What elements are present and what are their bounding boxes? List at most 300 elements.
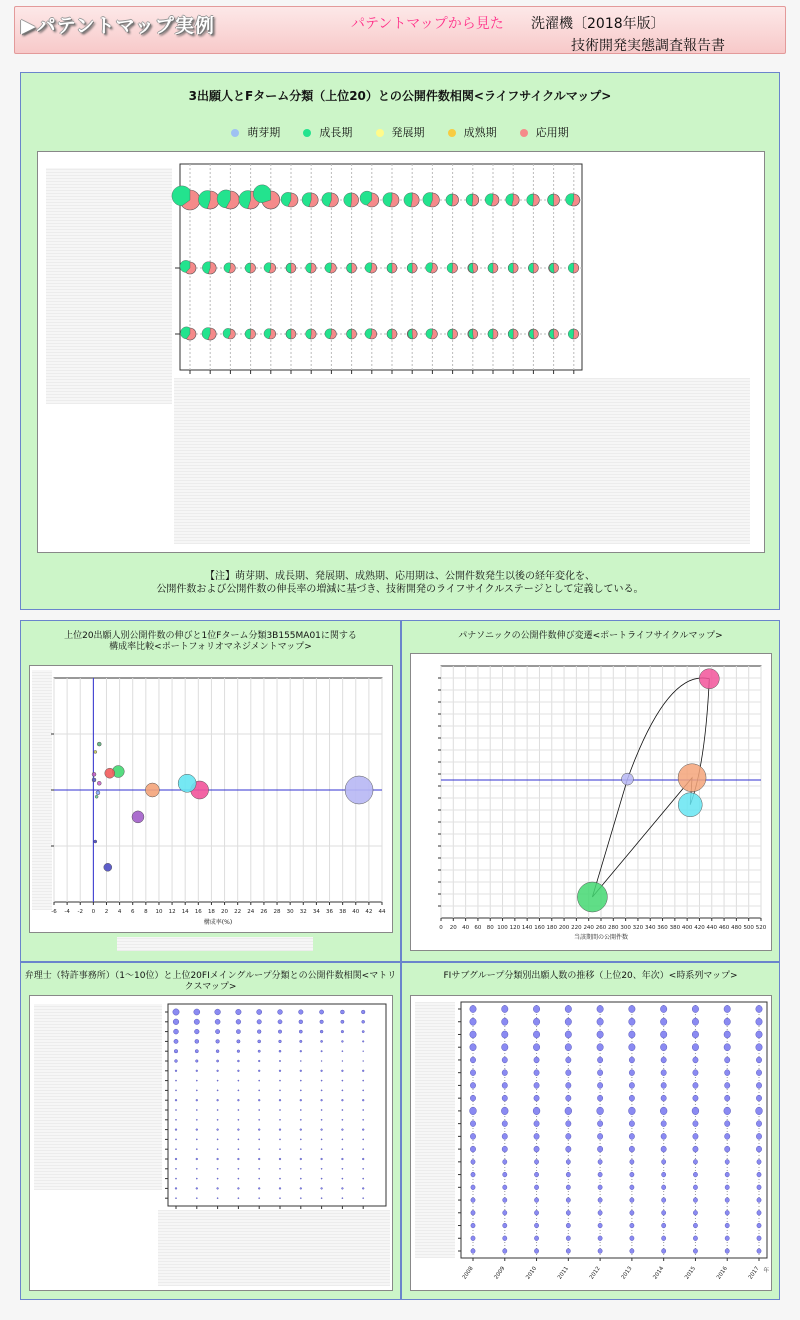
timeseries-bubble [756,1146,761,1152]
timeseries-bubble [757,1172,761,1177]
timeseries-bubble [503,1198,507,1203]
timeseries-bubble [757,1198,761,1203]
timeseries-bubble [725,1121,730,1127]
matrix-bubble [279,1109,280,1110]
x-tick-label: 14 [181,909,189,915]
matrix-bubble [217,1149,218,1150]
timeseries-bubble [757,1236,761,1241]
matrix-bubble [300,1060,301,1061]
x-tick-label: 2014 [652,1265,666,1281]
timeseries-bubble [471,1223,475,1228]
timeseries-bubble [533,1031,539,1038]
timeseries-bubble [725,1185,729,1190]
matrix-bubble [196,1188,198,1190]
timeseries-bubble [534,1249,538,1254]
timeseries-bubble [566,1121,571,1127]
matrix-bubble [236,1009,242,1015]
matrix-bubble [362,1041,364,1043]
matrix-bubble [300,1050,302,1052]
matrix-bubble [175,1129,177,1131]
matrix-bubble [279,1080,280,1081]
timeseries-bubble [471,1236,475,1241]
matrix-bubble [279,1040,282,1043]
timeseries-bubble [693,1146,698,1152]
matrix-bubble [321,1050,323,1052]
timeseries-bubble [566,1133,571,1139]
matrix-bubble [363,1051,364,1052]
timeseries-bubble [661,1133,666,1139]
timeseries-bubble [692,1107,699,1115]
matrix-bubble [300,1188,302,1190]
matrix-bubble [258,1060,260,1062]
matrix-bubble [174,1049,178,1053]
legend-item-apply [520,124,569,140]
panasonic-map-svg [411,654,773,952]
matrix-bubble [217,1158,219,1160]
legend-label-sprout: 萌芽期 [247,126,281,139]
x-tick-label: 380 [669,925,681,931]
x-tick-label: 2012 [588,1265,602,1281]
matrix-bubble [299,1020,303,1024]
panasonic-bubble [577,882,607,912]
timeseries-bubble [693,1095,698,1101]
timeseries-bubble [566,1223,570,1228]
timeseries-bubble [725,1198,729,1203]
timeseries-bubble [470,1133,475,1139]
matrix-bubble [196,1198,197,1199]
matrix-bubble [175,1080,176,1081]
matrix-bubble [279,1090,280,1091]
matrix-bubble [258,1099,260,1101]
x-tick-label: 20 [221,909,229,915]
matrix-bubble [238,1109,239,1110]
matrix-bubble [300,1168,301,1169]
timeseries-bubble [534,1236,538,1241]
timeseries-bubble [470,1070,475,1076]
timeseries-bubble [693,1249,697,1254]
matrix-bubble [217,1080,218,1081]
timeseries-bubble [597,1095,602,1101]
timeseries-bubble [597,1121,602,1127]
timeseries-bubble [756,1133,761,1139]
matrix-bubble [259,1109,260,1110]
matrix-bubble [321,1090,322,1091]
x-tick-label: 18 [207,909,215,915]
matrix-bubble [342,1109,343,1110]
portfolio-bubble [345,776,373,804]
timeseries-bubble [757,1210,761,1215]
timeseries-plot-frame [410,995,772,1291]
timeseries-bubble [534,1172,538,1177]
matrix-bubble [342,1061,343,1062]
timeseries-bubble [597,1070,602,1076]
matrix-bubble [342,1099,344,1101]
lifecycle-map-svg [38,152,766,554]
matrix-bubble [363,1198,364,1199]
portfolio-title-line1: 上位20出願人別公開件数の伸びと1位Fターム分類3B155MA01に関する [64,631,357,641]
matrix-bubble [175,1178,176,1179]
matrix-bubble [300,1158,302,1160]
timeseries-bubble [534,1082,539,1088]
header-banner [14,6,786,54]
matrix-bubble [279,1119,280,1120]
matrix-bubble [195,1050,198,1053]
matrix-bubble [363,1139,364,1140]
timeseries-bubble [756,1121,761,1127]
x-tick-label: 16 [194,909,202,915]
timeseries-bubble [630,1210,634,1215]
timeseries-bubble [660,1018,666,1025]
timeseries-bubble [661,1095,666,1101]
timeseries-bubble [629,1095,634,1101]
x-tick-label: 120 [509,925,521,931]
timeseries-bubble [470,1044,476,1051]
matrix-bubble [342,1051,343,1052]
x-axis-label: 構成率(%) [203,919,233,926]
x-tick-label: 8 [144,909,148,915]
matrix-bubble [174,1029,179,1034]
matrix-bubble [258,1040,261,1043]
matrix-bubble [216,1050,219,1053]
x-tick-label: 22 [234,909,242,915]
matrix-bubble [236,1030,240,1034]
x-tick-label: 2009 [493,1265,507,1281]
x-tick-label: 2010 [525,1265,539,1281]
timeseries-bubble [533,1005,539,1012]
matrix-bubble [238,1158,240,1160]
matrix-bubble [175,1090,176,1091]
timeseries-bubble [534,1070,539,1076]
matrix-bubble [278,1030,282,1034]
matrix-bubble [321,1061,322,1062]
timeseries-bubble [470,1095,475,1101]
x-tick-label: 460 [718,925,730,931]
timeseries-bubble [756,1018,762,1025]
matrix-bubble [196,1149,197,1150]
x-tick-label: 36 [326,909,334,915]
matrix-bubble [279,1070,281,1072]
matrix-bubble [321,1040,323,1042]
timeseries-map-panel [401,962,780,1300]
header-subtitle: パテントマップから見た [351,16,504,32]
matrix-bubble [236,1019,241,1024]
portfolio-plot-frame [29,665,393,933]
timeseries-bubble [534,1057,539,1063]
matrix-bubble [196,1139,197,1140]
x-tick-label: 440 [706,925,718,931]
report-title-line1: 洗濯機〔2018年版〕 [531,16,665,32]
matrix-bubble [196,1080,197,1081]
matrix-bubble [300,1090,301,1091]
timeseries-bubble [756,1095,761,1101]
x-tick-label: 30 [286,909,294,915]
lifecycle-note-line2: 公開件数および公開件数の伸長率の増減に基づき、技術開発のライフサイクルステージとして定義している。 [156,584,644,595]
lifecycle-legend [21,121,779,140]
timeseries-bubble [597,1133,602,1139]
matrix-bubble [173,1019,179,1025]
timeseries-bubble [693,1159,697,1164]
timeseries-bubble [470,1082,475,1088]
timeseries-bubble [725,1159,729,1164]
timeseries-bubble [597,1018,603,1025]
matrix-bubble [321,1158,323,1160]
legend-dot-apply [520,129,528,137]
timeseries-bubble [660,1044,666,1051]
matrix-bubble [238,1149,239,1150]
matrix-bubble [196,1178,197,1179]
timeseries-bubble [693,1223,697,1228]
report-title-line2: 技術開発実態調査報告書 [571,38,725,54]
timeseries-bubble [503,1172,507,1177]
x-tick-label: 500 [743,925,754,931]
matrix-bubble [320,1020,324,1024]
timeseries-bubble [725,1146,730,1152]
matrix-bubble [175,1109,176,1110]
matrix-bubble [217,1109,218,1110]
matrix-bubble [278,1010,283,1015]
timeseries-bubble [502,1095,507,1101]
matrix-bubble [194,1009,200,1015]
matrix-bubble [342,1178,343,1179]
panasonic-bubble [621,773,633,785]
timeseries-bubble [630,1172,634,1177]
matrix-bubble [300,1198,301,1199]
matrix-bubble [175,1139,176,1140]
timeseries-bubble [565,1018,571,1025]
timeseries-bubble [502,1082,507,1088]
panasonic-bubble [678,764,706,792]
timeseries-bubble [502,1044,508,1051]
matrix-bubble [342,1139,343,1140]
timeseries-bubble [660,1031,666,1038]
timeseries-bubble [501,1107,508,1115]
matrix-bubble [217,1099,219,1101]
timeseries-bubble [598,1185,602,1190]
matrix-bubble [362,1070,364,1072]
timeseries-bubble [629,1070,634,1076]
legend-dot-develop [376,129,384,137]
x-tick-label: 180 [546,925,558,931]
timeseries-title: FIサブグループ分類別出願人数の推移（上位20、年次）<時系列マップ> [443,971,738,981]
matrix-bubble [175,1158,177,1160]
matrix-bubble [363,1168,364,1169]
x-tick-label: 28 [273,909,281,915]
portfolio-map-panel [20,620,401,962]
plot-area [461,1002,767,1258]
timeseries-bubble [756,1107,763,1115]
matrix-bubble [217,1139,218,1140]
timeseries-bubble [756,1057,761,1063]
matrix-bubble [321,1139,322,1140]
matrix-bubble [194,1029,199,1034]
x-tick-label: 260 [595,925,607,931]
matrix-bubble [341,1030,344,1033]
timeseries-bubble [661,1070,666,1076]
timeseries-bubble [597,1057,602,1063]
matrix-bubble [279,1158,281,1160]
matrix-bubble [278,1020,282,1024]
timeseries-bubble [566,1057,571,1063]
legend-label-apply: 応用期 [535,126,569,139]
matrix-bubble [259,1198,260,1199]
timeseries-bubble [725,1070,730,1076]
legend-dot-mature [448,129,456,137]
x-tick-label: 300 [620,925,631,931]
timeseries-bubble [471,1159,475,1164]
matrix-bubble [342,1198,343,1199]
timeseries-bubble [566,1082,571,1088]
matrix-bubble [257,1020,262,1025]
timeseries-bubble [693,1236,697,1241]
x-tick-label: 220 [571,925,582,931]
portfolio-bubble [105,768,115,778]
timeseries-bubble [630,1185,634,1190]
timeseries-bubble [662,1198,666,1203]
matrix-bubble [342,1149,343,1150]
matrix-bubble [279,1198,280,1199]
x-tick-label: 280 [608,925,619,931]
matrix-bubble [341,1020,344,1023]
matrix-bubble [341,1040,343,1042]
timeseries-bubble [502,1146,507,1152]
matrix-bubble [258,1129,260,1131]
legend-label-develop: 発展期 [391,126,425,139]
matrix-bubble [215,1019,220,1024]
timeseries-bubble [725,1082,730,1088]
matrix-bubble [196,1109,197,1110]
matrix-bubble [238,1099,240,1101]
attorney-matrix-svg [30,996,394,1292]
timeseries-bubble [629,1044,635,1051]
timeseries-bubble [630,1236,634,1241]
x-tick-label: 340 [644,925,656,931]
timeseries-bubble [756,1031,762,1038]
x-tick-label: 320 [632,925,644,931]
timeseries-bubble [630,1159,634,1164]
timeseries-bubble [533,1107,540,1115]
timeseries-bubble [692,1005,698,1012]
timeseries-bubble [724,1031,730,1038]
x-tick-label: 200 [558,925,570,931]
matrix-bubble [300,1149,301,1150]
matrix-bubble [279,1050,281,1052]
matrix-bubble [175,1099,177,1101]
timeseries-bubble [566,1095,571,1101]
timeseries-bubble [566,1236,570,1241]
timeseries-bubble [662,1185,666,1190]
timeseries-bubble [597,1146,602,1152]
lifecycle-map-panel [20,72,780,610]
matrix-bubble [196,1129,198,1131]
timeseries-bubble [502,1133,507,1139]
timeseries-bubble [662,1236,666,1241]
x-tick-label: 140 [521,925,533,931]
timeseries-bubble [534,1198,538,1203]
portfolio-bubble [145,783,159,797]
matrix-bubble [215,1009,221,1015]
matrix-bubble [300,1080,301,1081]
timeseries-bubble [502,1057,507,1063]
portfolio-bubble [132,811,144,823]
matrix-bubble [258,1188,260,1190]
x-tick-label: 44 [378,909,386,915]
timeseries-bubble [597,1005,603,1012]
timeseries-bubble [471,1210,475,1215]
timeseries-bubble [724,1018,730,1025]
x-tick-label: 2013 [620,1265,634,1281]
legend-item-mature [448,124,497,140]
timeseries-bubble [724,1005,730,1012]
timeseries-bubble [693,1172,697,1177]
matrix-bubble [279,1188,281,1190]
x-tick-label: 100 [497,925,508,931]
timeseries-bubble [629,1005,635,1012]
x-tick-label: 38 [339,909,347,915]
timeseries-bubble [629,1082,634,1088]
matrix-bubble [321,1168,322,1169]
matrix-bubble [175,1070,177,1072]
matrix-bubble [300,1119,301,1120]
matrix-bubble [194,1019,199,1024]
timeseries-bubble [725,1236,729,1241]
matrix-bubble [238,1168,239,1169]
matrix-bubble [321,1109,322,1110]
timeseries-bubble [756,1082,761,1088]
x-tick-label: 26 [260,909,268,915]
matrix-bubble [363,1149,364,1150]
matrix-bubble [363,1080,364,1081]
matrix-bubble [196,1070,198,1072]
legend-dot-sprout [231,129,239,137]
timeseries-bubble [662,1159,666,1164]
timeseries-bubble [534,1223,538,1228]
matrix-bubble [300,1129,302,1131]
matrix-bubble [342,1158,344,1160]
x-tick-label: 40 [352,909,360,915]
matrix-bubble [174,1039,178,1043]
matrix-bubble [342,1168,343,1169]
matrix-bubble [238,1129,240,1131]
timeseries-bubble [566,1070,571,1076]
timeseries-bubble [629,1031,635,1038]
timeseries-bubble [598,1223,602,1228]
timeseries-bubble [565,1031,571,1038]
matrix-bubble [362,1020,365,1023]
portfolio-bubble [97,742,101,746]
timeseries-bubble [693,1057,698,1063]
attorney-matrix-panel [20,962,401,1300]
portfolio-bubble [94,750,97,753]
matrix-bubble [363,1061,364,1062]
timeseries-bubble [724,1107,731,1115]
matrix-bubble [299,1010,304,1015]
x-tick-label: 160 [534,925,545,931]
timeseries-bubble [566,1198,570,1203]
matrix-bubble [216,1060,218,1062]
matrix-bubble [279,1129,281,1131]
timeseries-bubble [502,1031,508,1038]
matrix-bubble [342,1080,343,1081]
bubble-growth [253,185,271,203]
x-tick-label: 2017 [747,1265,761,1281]
timeseries-bubble [534,1121,539,1127]
timeseries-bubble [725,1095,730,1101]
legend-label-growth: 成長期 [319,126,353,139]
matrix-bubble [342,1129,344,1131]
matrix-bubble [342,1070,344,1072]
lifecycle-plot-frame [37,151,765,553]
timeseries-bubble [693,1121,698,1127]
